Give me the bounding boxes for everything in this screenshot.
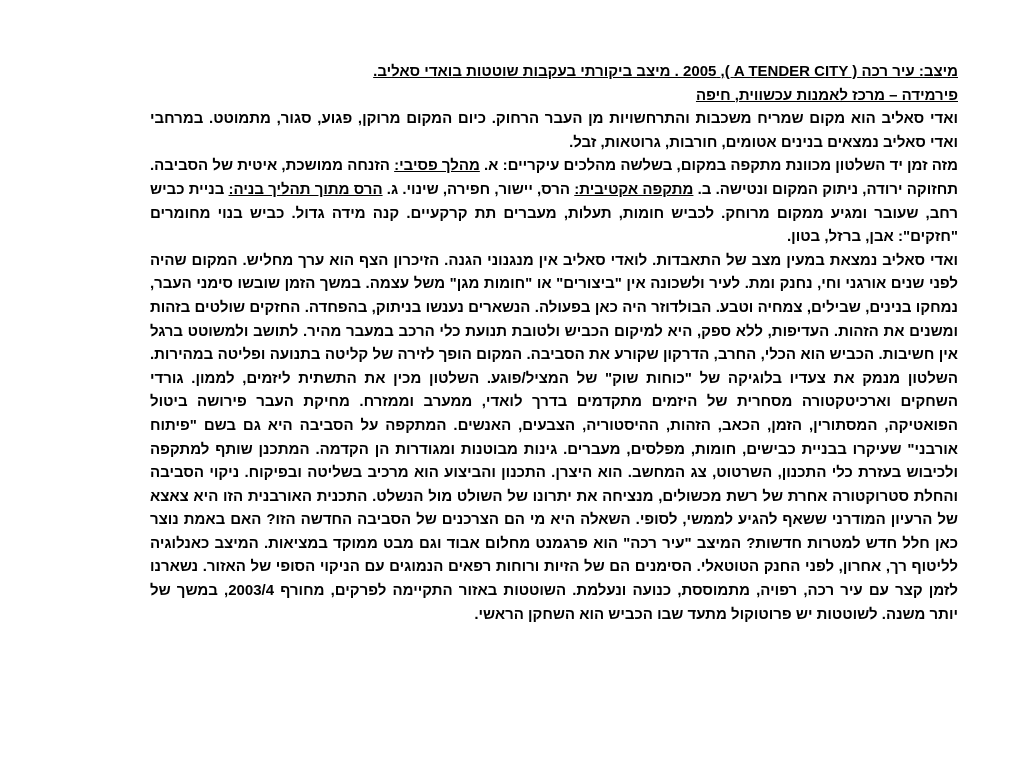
document-body [150,60,958,626]
paragraph-2-a-text: הזנחה ממושכת, איטית של הסביבה. תחזוקה ירודה, ניתוק המקום ונטישה. ב. [150,157,958,198]
title-part-2: , 2005 . מיצב ביקורתי בעקבות שוטטות בואדי סאליב. [373,63,725,80]
title-english: A TENDER CITY [733,63,849,80]
document-title [150,60,958,84]
venue-line: פירמידה – מרכז לאמנות עכשווית, חיפה [695,86,958,104]
paragraph-2-b-text: הרס, יישור, חפירה, שינוי. ג. [382,180,575,198]
paragraph-1: ואדי סאליב הוא מקום שמריח משכבות והתרחשויות מן העבר הרחוק. כיום המקום מרוקן, פגוע, סגור, מתמוטט. במרחבי ואדי סאליב נמצאים בנינים אטומים, חורבות, גרוטאות, זבל. [150,110,958,151]
paragraph-3: ואדי סאליב נמצאת במעין מצב של התאבדות. לואדי סאליב אין מנגנוני הגנה. הזיכרון הצף הוא ערך מחליש. המקום שהיה לפני שנים אורגני וחי, נחנק ומת. לעיר ולשכונה אין "ביצורים" או "חומות מגן" משל עצמה. במשך הזמן שובשו סימני העבר, נמחקו בנינים, שבילים, צמחיה וטבע. הבולדוזר היה כאן בפעולה. הנשארים נענשו בניתוק, בהפחדה. החזקים שולטים בזהות ומשנים את הזהות. העדיפות, ללא ספק, היא למיקום הכביש ולטובת תנועת כלי הרכב במעבר מהיר. לתושב ולמשוטט ברגל אין חשיבות. הכביש הוא הכלי, החרב, הדרקון שקורע את הסביבה. המקום הופך לזירה של קליטה בתנועה ופליטה במהירות. השלטון מנמק את צעדיו בלוגיקה של "כוחות שוק" של המציל/פוגע. השלטון מכין את התשתית ליזמים, לממון. גורדי השחקים וארכיטקטורה מסחרית של היזמים מתקדמים בדרך לואדי, ממערב וממזרח. מחיקת העבר פירושה ביטול הפואטיקה, המסתורין, הזמן, הכאב, הזהות, ההיסטוריה, הצבעים, האנשים. המתקפה על הסביבה היא גם בשם "פיתוח אורבני" שעיקרו בבניית כבישים, חומות, מפלסים, מעברים. גינות מבוטנות ומגודרות הן הקדמה. המתכנן שותף למתקפה ולכיבוש בעזרת כלי התכנון, השרטוט, צג המחשב. הוא היצרן. התכנון והביצוע הוא מרכיב בשליטה ובפיקוח. ניקוי הסביבה והחלת סטרוקטורה אחרת של רשת מכשולים, מנציחה את יתרונו של השולט מול הנשלט. התכנית האורבנית הזו היא צאצא של הרעיון המודרני ששאף להגיע לממשי, לסופי. השאלה היא מי הם הצרכנים של הסביבה החדשה הזו? האם באמת נוצר כאן חלל חדש למטרות חדשות? המיצב "עיר רכה" הוא פרגמנט מחלום אבוד וגם מבט ממוקד במציאות. המיצב כאנלוגיה לליטוף רך, אחרון, לפני החנק הטוטאלי. הסימנים הם של הזיות ורוחות רפאים הנמוגים עם הניקוי הסופי של האזור. נשארנו לזמן קצר עם עיר רכה, רפויה, מתמוססת, כנועה ונעלמת. השוטטות באזור התקיימה לפרקים, מחורף 2003/4, במשך של יותר משנה. לשוטטות יש פרוטוקול מתעד שבו הכביש הוא השחקן הראשי. [150,251,958,623]
paragraph-2 [150,154,958,248]
title-part-1: מיצב: עיר רכה [861,63,958,80]
active-attack-label: מתקפה אקטיבית: [574,180,694,198]
passive-move-label: מהלך פסיבי: [394,157,480,175]
title-english-wrap: ( A TENDER CITY ) [724,63,858,80]
construction-destruction-label: הרס מתוך תהליך בניה: [228,180,383,198]
paragraph-2-c-text: בניית כביש רחב, שעובר ומגיע ממקום מרוחק. לכביש חומות, תעלות, מעברים תת קרקעיים. קנה מידה גדול. כביש בנוי מחומרים "חזקים": אבן, ברזל, בטון. [150,180,958,246]
paragraph-2-intro: מזה זמן יד השלטון מכוונת מתקפה במקום, בשלשה מהלכים עיקריים: א. [479,157,958,175]
